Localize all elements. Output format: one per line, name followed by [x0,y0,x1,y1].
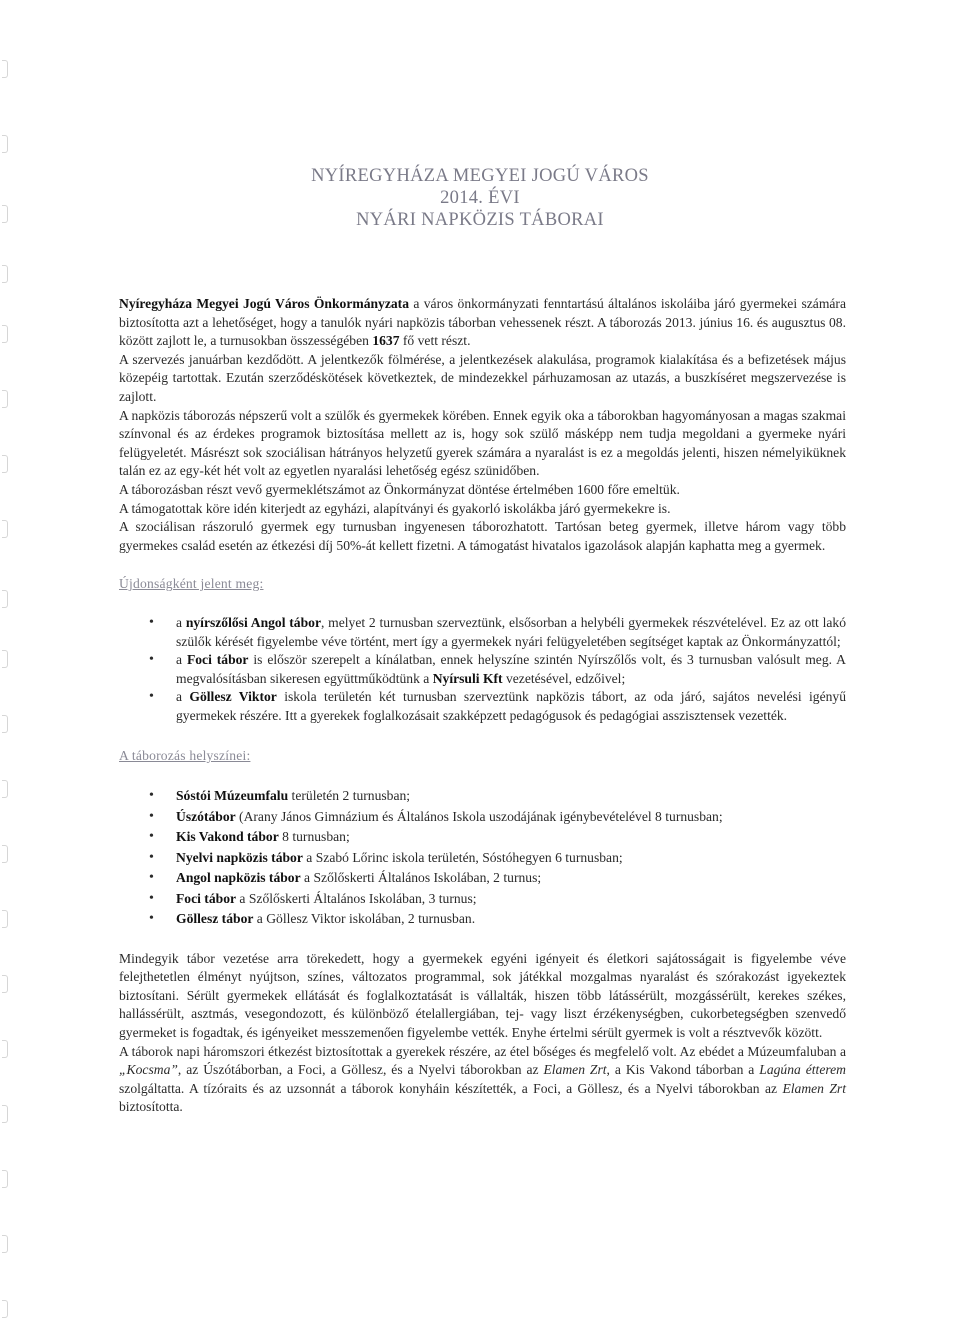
closing-text: , az Úszótáborban, a Foci, a Göllesz, és a Nyelvi táborokban az [177,1062,544,1078]
list-item [119,786,846,807]
closing-text: A táborok napi háromszori étkezést biztosítottak a gyerekek részére, az étel bőséges és megfelelő volt. Az ebédet a Múzeumfaluban a [119,1043,846,1059]
participant-count: 1637 [372,333,400,349]
closing-text: biztosította. [119,1099,183,1115]
intro-paragraph-4: A táborozásban részt vevő gyermeklétszámot az Önkormányzat döntése értelmében 1600 főre emeltük. [119,481,680,497]
intro-paragraph-1 [119,295,846,351]
intro-text: a város önkormányzati fenntartású általános iskoláiba járó gyermekei számára biztosította azt a lehetőséget, hogy a tanulók nyári napközis táborban vehessenek részt. A táborozás 2013. június 16. és augusztus 08. között zajlott le, a turnusokban összességében [119,296,846,349]
list-item [119,688,846,725]
closing-paragraph-2 [119,1043,846,1117]
item-text: vezetésével, edzőivel; [502,670,626,686]
new-items-list [119,614,846,726]
list-item [119,868,846,889]
closing-italic: Lagúna étterem [759,1062,846,1078]
item-text: is először szerepelt a kínálatban, ennek helyszíne szintén Nyírszőlős volt, és 3 turnusban valósult meg. A megvalósításban sikeresen együttműködtünk a [176,652,846,686]
closing-italic: Elamen Zrt [543,1062,607,1078]
place-detail: a Szabó Lőrinc iskola területén, Sóstóhegyen 6 turnusban; [302,849,623,865]
list-item [119,909,846,930]
list-item [119,614,846,651]
item-bold: Nyírsuli Kft [432,670,503,686]
list-item [119,889,846,910]
document-body [119,295,846,1117]
place-name: Sóstói Múzeumfalu [176,788,289,804]
item-text: a [176,652,187,668]
item-text: a [176,614,186,630]
place-detail: a Göllesz Viktor iskolában, 2 turnusban. [253,911,476,927]
place-detail: 8 turnusban; [278,829,350,845]
places-list [119,786,846,930]
place-detail: (Arany János Gimnázium és Általános Iskola uszodájának igénybevételével 8 turnusban; [235,808,723,824]
closing-italic: Elamen Zrt [782,1080,846,1096]
closing-text: szolgáltatta. A tízóraits és az uzsonnát a táborok konyháin készítették, a Foci, a Göllesz, és a Nyelvi táborokban az [119,1080,783,1096]
item-bold: Göllesz Viktor [189,689,277,705]
closing-paragraph-1: Mindegyik tábor vezetése arra törekedett, hogy a gyermekek egyéni igényeit és életkori sajátosságait is figyelembe véve felejthetetlen élményt nyújtson, színes, változatos programmal, sok játékkal mozgalmas nyaralást és szórakozást igyekeztek biztosítani. Sérült gyermekek ellátását és foglalkoztatását is vállalták, hiszen több látássérült, mozgássérült, kerekes székes, hallássérült, asztmás, vesegondozott, és különböző ételallergiában, tej- vagy liszt érzékenységben, cukorbetegségben szenvedő gyermeket is fogadtak, és igényeiket messzemenően figyelembe vették. Enyhe értelmi sérült gyermek is volt a résztvevők között. [119,950,846,1040]
list-item [119,807,846,828]
place-detail: területén 2 turnusban; [288,788,411,804]
new-section-heading: Újdonságként jelent meg: [119,576,264,592]
item-text: , melyet 2 turnusban szerveztünk, elsősorban a helybéli gyermekek részvételével. Ez az ott lakó szülők kérését figyelembe véve történt, mert így a gyermekek nyári felügyeletében segítséget kaptak az Önkormányzattól; [176,614,847,649]
list-item [119,827,846,848]
title-line-2: 2014. ÉVI [440,188,520,208]
places-section-heading: A táborozás helyszínei: [119,748,251,764]
title-line-3: NYÁRI NAPKÖZIS TÁBORAI [356,210,604,230]
intro-paragraph-2: A szervezés januárban kezdődött. A jelentkezők fölmérése, a jelentkezések alakulása, programok kialakítása és a befizetések május közepéig tartottak. Ezután szerződéskötések következtek, de mindezekkel párhuzamosan az utazás, a buszkíséret megszervezése is zajlott. [119,351,846,404]
list-item [119,848,846,869]
intro-paragraph-3: A napközis táborozás népszerű volt a szülők és gyermekek körében. Ennek egyik oka a táborokban hagyományosan a magas szakmai színvonal és az érdekes programok biztosítása mellett az is, hogy sok szülő másképp nem tudja megoldani a gyermeke nyári felügyeletét. Másrészt sok szociálisan hátrányos helyzetű gyerek számára a nyaralást is ez a megoldás jelenti, hiszen némelyiküknek talán ez az egy-két hét volt az egyetlen nyaralási lehetőség egész szünidőben. [119,407,846,479]
intro-text-end: fő vett részt. [399,333,471,349]
place-name: Angol napközis tábor [176,870,301,886]
item-bold: nyírszőlősi Angol tábor [185,614,321,630]
item-text: iskola területén két turnusban szerveztünk napközis tábort, az oda járó, sajátos nevelési igényű gyermekek részére. Itt a gyerekek foglalkozásait szakképzett pedagógusok és pedagógiai asszisztensek vezették. [176,689,846,723]
item-text: a [176,689,190,705]
closing-text: , a Kis Vakond táborban a [606,1062,760,1078]
place-detail: a Szőlőskerti Általános Iskolában, 3 turnus; [236,890,477,906]
org-name: Nyíregyháza Megyei Jogú Város Önkormányzata [119,296,410,311]
item-bold: Foci tábor [186,652,249,668]
document-title [0,165,960,231]
place-detail: a Szőlőskerti Általános Iskolában, 2 turnus; [300,870,542,886]
list-item [119,651,846,688]
closing-italic: „Kocsma” [119,1062,178,1078]
place-name: Úszótábor [176,808,236,824]
title-line-1: NYÍREGYHÁZA MEGYEI JOGÚ VÁROS [311,166,649,186]
place-name: Nyelvi napközis tábor [176,849,303,865]
place-name: Kis Vakond tábor [176,829,279,845]
place-name: Foci tábor [176,890,237,906]
intro-paragraph-5: A támogatottak köre idén kiterjedt az egyházi, alapítványi és gyakorló iskolákba járó gyermekekre is. [119,500,671,516]
intro-paragraph-6: A szociálisan rászoruló gyermek egy turnusban ingyenesen táborozhatott. Tartósan beteg gyermek, illetve három vagy több gyermekes család esetén az étkezési díj 50%-át kellett fizetni. A támogatást hivatalos igazolások alapján kaphatta meg a gyermek. [119,519,846,553]
place-name: Göllesz tábor [176,911,254,927]
